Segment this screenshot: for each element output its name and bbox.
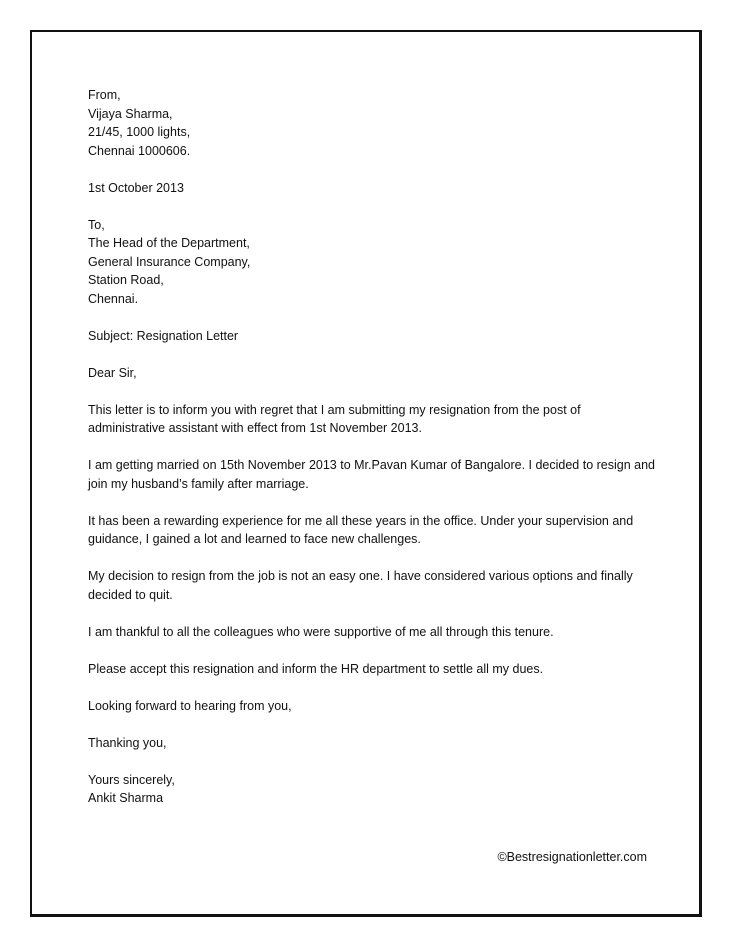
- body-paragraph-4: [88, 567, 668, 604]
- paragraph-line: My decision to resign from the job is not an easy one. I have considered various options and finally: [88, 569, 633, 583]
- body-paragraph-5: [88, 623, 668, 642]
- letter-page: [30, 30, 702, 917]
- closing-line: Yours sincerely,: [88, 772, 175, 787]
- letter-body: [88, 86, 668, 826]
- paragraph-line: decided to quit.: [88, 587, 173, 602]
- body-paragraph-6: [88, 660, 668, 679]
- subject-block: [88, 327, 668, 346]
- paragraph-line: Please accept this resignation and inform the HR department to settle all my dues.: [88, 661, 544, 676]
- paragraph-line: guidance, I gained a lot and learned to face new challenges.: [88, 532, 421, 546]
- from-label: From,: [88, 88, 121, 102]
- to-label: To,: [88, 217, 105, 232]
- body-paragraph-1: [88, 401, 668, 438]
- letter-date: 1st October 2013: [88, 180, 184, 195]
- paragraph-line: I am thankful to all the colleagues who were supportive of me all through this tenure.: [88, 624, 554, 639]
- copyright-footer: ©Bestresignationletter.com: [497, 850, 647, 864]
- sender-address: [88, 86, 668, 160]
- signature-name: Ankit Sharma: [88, 791, 164, 805]
- sender-name: Vijaya Sharma,: [88, 106, 173, 121]
- recipient-line-1: The Head of the Department,: [88, 236, 250, 250]
- paragraph-line: I am getting married on 15th November 2013 to Mr.Pavan Kumar of Bangalore. I decided to resign and: [88, 458, 655, 472]
- subject-line: Subject: Resignation Letter: [88, 328, 239, 343]
- thanks-block: [88, 734, 668, 753]
- paragraph-line: It has been a rewarding experience for me all these years in the office. Under your supervision and: [88, 513, 634, 528]
- sender-address-line-1: 21/45, 1000 lights,: [88, 125, 191, 139]
- thanks-line: Thanking you,: [88, 735, 167, 750]
- paragraph-line: join my husband’s family after marriage.: [88, 476, 309, 491]
- recipient-line-3: Station Road,: [88, 273, 164, 287]
- recipient-line-4: Chennai.: [88, 291, 139, 306]
- body-paragraph-2: [88, 456, 668, 493]
- signature-block: [88, 771, 668, 808]
- recipient-line-2: General Insurance Company,: [88, 254, 251, 269]
- body-paragraph-3: [88, 512, 668, 549]
- body-paragraph-7: [88, 697, 668, 716]
- recipient-address: [88, 216, 668, 309]
- paragraph-line: This letter is to inform you with regret that I am submitting my resignation from the post of: [88, 402, 581, 417]
- letter-date-block: [88, 179, 668, 198]
- salutation-block: [88, 364, 668, 383]
- paragraph-line: Looking forward to hearing from you,: [88, 698, 292, 713]
- salutation: Dear Sir,: [88, 365, 137, 380]
- paragraph-line: administrative assistant with effect from 1st November 2013.: [88, 421, 422, 435]
- sender-address-line-2: Chennai 1000606.: [88, 143, 191, 158]
